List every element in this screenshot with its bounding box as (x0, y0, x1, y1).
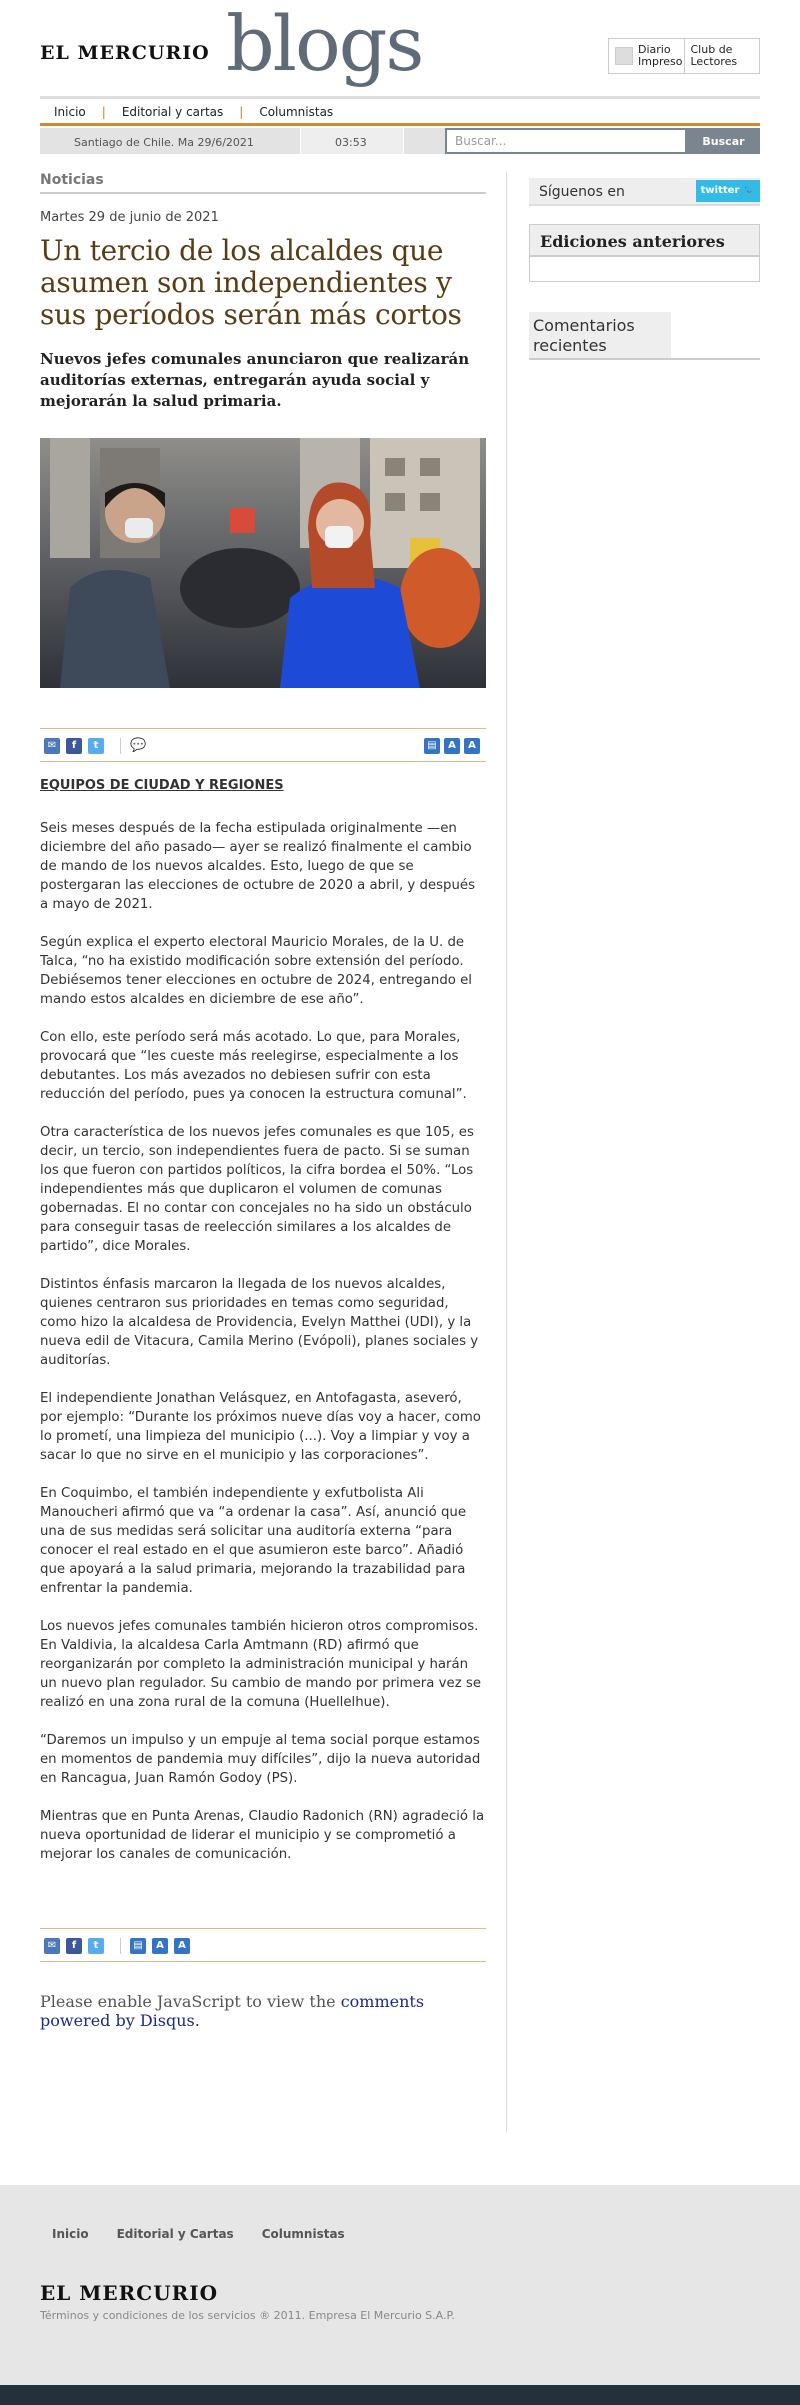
share-toolbar-top (40, 728, 486, 762)
column-divider (506, 172, 507, 2132)
club-lectores-label: Club de Lectores (690, 43, 738, 68)
print-icon[interactable]: ▤ (424, 738, 440, 754)
footer-logo[interactable]: EL MERCURIO (40, 2281, 219, 2305)
share-toolbar-bottom (40, 1928, 486, 1962)
follow-label: Síguenos en (539, 184, 625, 200)
article-paragraph: En Coquimbo, el también independiente y exfutbolista Ali Manoucheri afirmó que va “a ordenar la casa”. Así, anunció que una de sus medidas será solicitar una auditoría externa “para conocer el real estado en el que asumieron este barco”. Añadió que apoyará a la salud primaria, mejorando la trazabilidad para enfrentar la pandemia. (40, 1486, 466, 1596)
recent-comments-box (529, 312, 760, 360)
footer-terms: Términos y condiciones de los servicios ® 2011. Empresa El Mercurio S.A.P. (40, 2309, 455, 2322)
comment-icon[interactable]: 💬 (130, 738, 147, 753)
club-lectores-link[interactable] (684, 39, 760, 73)
diario-impreso-link[interactable] (609, 39, 684, 73)
twitter-follow-button[interactable]: twitter 🐦 (696, 180, 760, 202)
blogs-logo[interactable]: blogs (226, 0, 423, 88)
previous-editions-title: Ediciones anteriores (530, 225, 759, 257)
email-icon[interactable]: ✉ (44, 1938, 60, 1954)
main-nav (40, 96, 760, 124)
font-increase-icon[interactable]: A (444, 738, 460, 754)
nav-inicio[interactable]: Inicio (54, 104, 86, 119)
toolbar-divider (120, 738, 121, 754)
photo-illustration (40, 438, 486, 688)
site-header (0, 0, 800, 100)
search-input[interactable] (445, 128, 687, 154)
recent-comments-title: Comentarios recientes (529, 312, 671, 358)
font-decrease-icon[interactable]: A (174, 1938, 190, 1954)
sidebar (529, 178, 760, 360)
bottom-band (0, 2385, 800, 2405)
twitter-follow-label: twitter (700, 185, 740, 196)
article-paragraph: El independiente Jonathan Velásquez, en Antofagasta, aseveró, por ejemplo: “Durante los próximos nueve días voy a hacer, como lo prometí, una limpieza del municipio (...). Voy a limpiar y voy a sacar lo que no sirve en el municipio y las corporaciones”. (40, 1391, 481, 1463)
footer-nav-columnistas[interactable]: Columnistas (261, 2227, 345, 2241)
facebook-icon[interactable]: f (66, 1938, 82, 1954)
date-search-bar (40, 128, 760, 154)
article-paragraph: Otra característica de los nuevos jefes comunales es que 105, es decir, un tercio, son independientes fuera de pacto. Si se suman los que fueron con partidos políticos, la cifra bordea el 50%. “Los independientes más que duplicaron el volumen de comunas gobernadas. El no contar con concejales no ha sido un obstáculo para conseguir tasas de reelección similares a los alcaldes de partido”, dice Morales. (40, 1125, 474, 1254)
nav-columnistas[interactable]: Columnistas (259, 104, 334, 119)
twitter-icon[interactable]: t (88, 738, 104, 754)
article-paragraph: Con ello, este período será más acotado. Lo que, para Morales, provocará que “les cueste más reelegirse, especialmente a los debutantes. Los más avezados no debiesen sufrir con esta reducción del período, pues ya conocen la estructura comunal”. (40, 1030, 467, 1102)
article-column (40, 172, 486, 2030)
follow-box (529, 178, 760, 206)
article-body (40, 819, 486, 1864)
article-paragraph: Según explica el experto electoral Mauricio Morales, de la U. de Talca, “no ha existido modificación sobre extensión del período. Debiésemos tener elecciones en octubre de 2024, entregando el mando estos alcaldes en diciembre de ese año”. (40, 935, 473, 1007)
article-photo (40, 438, 486, 688)
email-icon[interactable]: ✉ (44, 738, 60, 754)
toolbar-divider (120, 1938, 121, 1954)
article-paragraph: Seis meses después de la fecha estipulada originalmente —en diciembre del año pasado— ayer se realizó finalmente el cambio de mando de los nuevos alcaldes. Esto, luego de que se postergaran las elecciones de octubre de 2020 a abril, y después a mayo de 2021. (40, 821, 476, 912)
newspaper-icon (615, 47, 633, 65)
twitter-icon[interactable]: t (88, 1938, 104, 1954)
site-footer (0, 2185, 800, 2385)
nav-separator: | (239, 104, 244, 119)
disqus-notice (40, 1992, 486, 2030)
print-icon[interactable]: ▤ (130, 1938, 146, 1954)
article-paragraph: Mientras que en Punta Arenas, Claudio Radonich (RN) agradeció la nueva oportunidad de liderar el municipio y se comprometió a mejorar los canales de comunicación. (40, 1809, 485, 1862)
font-decrease-icon[interactable]: A (464, 738, 480, 754)
diario-impreso-label: Diario Impreso (638, 43, 683, 68)
disqus-link[interactable]: comments powered by Disqus. (40, 1992, 425, 2030)
article-byline: EQUIPOS DE CIUDAD Y REGIONES (40, 778, 284, 793)
facebook-icon[interactable]: f (66, 738, 82, 754)
header-links (608, 38, 760, 74)
footer-nav-editorial[interactable]: Editorial y Cartas (116, 2227, 234, 2241)
nav-separator: | (101, 104, 106, 119)
nav-accent-bar (40, 123, 760, 126)
footer-nav (52, 2227, 373, 2241)
article-paragraph: Los nuevos jefes comunales también hicieron otros compromisos. En Valdivia, la alcaldesa Carla Amtmann (RD) afirmó que reorganizarán por completo la administración municipal y harán un nuevo plan regulador. Su cambio de mando por primera vez se realizó en una zona rural de la comuna (Huellelhue). (40, 1619, 482, 1710)
el-mercurio-logo[interactable]: EL MERCURIO (40, 42, 210, 64)
article-paragraph: Distintos énfasis marcaron la llegada de los nuevos alcaldes, quienes centraron sus prioridades en temas como seguridad, como hizo la alcaldesa de Providencia, Evelyn Matthei (UDI), y la nueva edil de Vitacura, Camila Merino (Evópoli), planes sociales y auditorías. (40, 1277, 479, 1368)
current-date: Santiago de Chile. Ma 29/6/2021 (74, 136, 254, 149)
disqus-prefix: Please enable JavaScript to view the (40, 1992, 341, 2011)
section-title[interactable]: Noticias (40, 172, 486, 194)
previous-editions-box (529, 224, 760, 282)
current-time: 03:53 (300, 128, 404, 154)
article-paragraph: “Daremos un impulso y un empuje al tema social porque estamos en momentos de pandemia muy difíciles”, dijo la nueva autoridad en Rancagua, Juan Ramón Godoy (PS). (40, 1733, 481, 1786)
article-headline: Un tercio de los alcaldes que asumen son independientes y sus períodos serán más cortos (40, 234, 462, 331)
publication-date: Martes 29 de junio de 2021 (40, 210, 219, 225)
font-increase-icon[interactable]: A (152, 1938, 168, 1954)
footer-nav-inicio[interactable]: Inicio (52, 2227, 89, 2241)
search-button[interactable]: Buscar (687, 128, 760, 154)
nav-editorial[interactable]: Editorial y cartas (121, 104, 224, 119)
article-lede: Nuevos jefes comunales anunciaron que realizarán auditorías externas, entregarán ayuda social y mejorarán la salud primaria. (40, 350, 470, 410)
